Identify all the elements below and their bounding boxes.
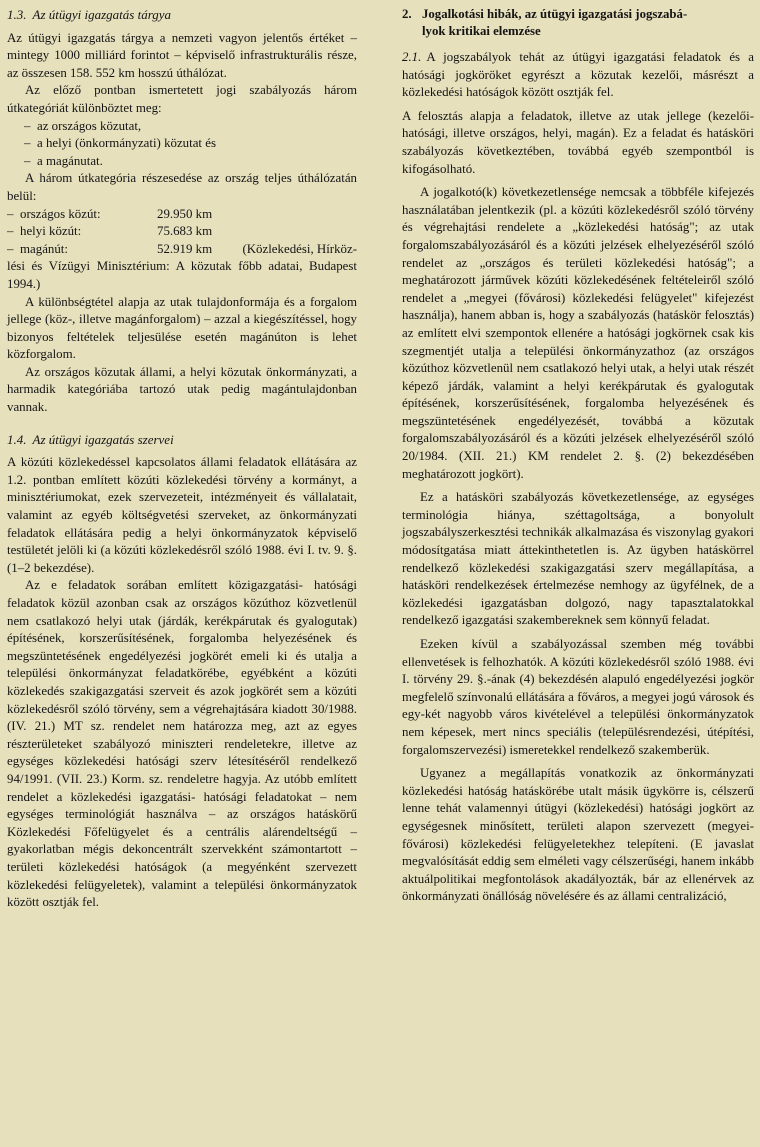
stat-extra: (Közlekedési, Hírköz-: [242, 241, 357, 256]
chapter-number: 2.: [402, 7, 412, 21]
section-number: 1.4.: [7, 431, 27, 447]
dash-marker: –: [7, 206, 14, 221]
dash-marker: –: [24, 153, 31, 168]
dash-marker: –: [7, 224, 14, 239]
list-item: [7, 153, 357, 171]
paragraph: A jogalkotó(k) következetlensége nemcsak a többféle kifejezés használatában jelentkezik (pl. a közúti közlekedésről szóló törvény és végrehajtási rendelete a „közlekedési hatóság"; az utak forgalomszabályozásáról és a közúti jelzések elhelyezéséről szóló rendelet az „országos és területi közlekedési hatóság"; a meghatározott járművek közúti közlekedésének feltételeiről szóló rendelet a „megyei (fővárosi) közlekedési felügyelet" kifejezést használja), hanem abban is, hogy a szabályozás (hatáskör felosztás) az említett elvi szempontok ellenére a hatósági jogkörnek csak kis szegmentjét utalja a települési önkormányzathoz (az országos közúthoz közvetlenül nem csatlakozó helyi utak, a helyi utak részét képező járdák, valamint a helyi kerékpárutak és gyalogutak építésének, korszerűsítésének, forgalomba helyezésének és megszüntetésének engedélyezését, továbbá a közutak forgalomszabályozásáról és a közúti jelzések elhelyezéséről szóló 20/1984. (XII. 21.) KM rendelet 2. §. (2) bekezdésében meghatározott jogkört).: [402, 185, 754, 481]
stat-label: – helyi közút:: [7, 223, 157, 241]
section-title: Az útügyi igazgatás tárgya: [32, 7, 172, 22]
stat-row: [7, 241, 357, 259]
dash-marker: –: [24, 136, 31, 151]
section-heading-1-3: [7, 6, 357, 24]
paragraph: Ugyanez a megállapítás vonatkozik az önkormányzati közlekedési hatóság hatáskörébe utalt másik ügykörre is, célszerű lenne tehát valamennyi útügyi (közlekedési) hatósági jogkört az egységesnek minősített, területi alapon szervezett (megyei- fővárosi) közlekedési felügyeletekhez telepíteni. (E javaslat megvalósítását eddig sem elméleti vagy célszerűségi, hanem inkább aktuálpolitikai megfontolások akadályozták, bár az ellenérvek az önkormányzati önállóság növelésére és az állami centralizáció,: [402, 766, 754, 904]
right-column: [402, 6, 754, 906]
paragraph: Az előző pontban ismertetett jogi szabályozás három útkategóriát különböztet meg:: [7, 83, 357, 115]
section-heading-1-4: [7, 431, 357, 449]
stat-row: [7, 223, 357, 241]
paragraph: A felosztás alapja a feladatok, illetve az utak jellege (kezelői-hatósági, illetve országos, helyi, magán). Ez a feladat és hatásköri szabályozás következtében, továbbá egyéb szempontból is kifogásolható.: [402, 108, 754, 176]
list-item-text: az országos közutat,: [37, 118, 142, 133]
paragraph: A különbségtétel alapja az utak tulajdonformája és a forgalom jellege (köz-, illetve magánforgalom) – azzal a kiegészítéssel, hogy bizonyos feltételek teljesülése esetén magánúton is lehet közforgalom.: [7, 294, 357, 362]
dash-marker: –: [7, 241, 14, 256]
list-item-text: a magánutat.: [37, 153, 103, 168]
stat-value: 52.919 km: [157, 241, 213, 256]
paragraph: Az e feladatok sorában említett közigazgatási- hatósági feladatok közül azonban csak az országos közúthoz közvetlenül nem csatlakozó helyi utak (járdák, kerékpárutak és gyalogutak) építésének, korszerűsítésének, forgalomba helyezésének és megszüntetésének engedélyezési jogkörét emeli ki és utalja a települési önkormányzat feladatkörébe, egyébként a közúti közlekedés szakigazgatási szerveit és azok jogkörét sem a közúti közlekedésről szóló törvény, sem a végrehajtására kiadott 30/1988. (IV. 21.) MT sz. rendelet nem határozza meg, azt az egyes részterületeket szabályozó miniszteri rendeletekre, illetve az egységes közlekedési hatósági szerv létesítéséről rendelkező 94/1991. (VII. 23.) Korm. sz. rendeletre hagyja. Az utóbb említett rendelet a közlekedési igazgatási- hatósági feladatokat – nem egységes terminológiát használva – az országos hatáskörű Közlekedési Főfelügyelet és a centrális alárendeltségű – gyakorlatban mégis dekoncentrált szervekként számontartott – területi közlekedési hatóságok (a megyénként szervezett közlekedési felügyeletek), valamint a települési önkormányzatok között osztják fel.: [7, 578, 357, 910]
section-number: 1.3.: [7, 7, 27, 22]
chapter-heading-2: [402, 6, 754, 39]
list-item: [7, 118, 357, 136]
stat-label: – országos közút:: [7, 206, 157, 224]
chapter-title-line1: Jogalkotási hibák, az útügyi igazgatási jogszabá-: [422, 7, 688, 21]
category-list: [7, 118, 357, 171]
stat-extra: [235, 223, 357, 241]
paragraph: Ezeken kívül a szabályozással szemben még további ellenvetések is felhozhatók. A közúti közlekedésről szóló 1988. évi I. törvény 29. §.-ának (4) bekezdésén alapuló engedélyezési jogkör megfelelő színvonalú ellátására a főváros, a megyei jogú városok és egy-két nagyobb város kivételével a települési önkormányzatok nem képesek, mert nincs speciális (településrendezési, útépítési, forgalomszervezési) ismeretekkel rendelkező szakemberük.: [402, 637, 754, 757]
paragraph: A közúti közlekedéssel kapcsolatos állami feladatok ellátására az 1.2. pontban említett közúti közlekedési törvény a kormányt, a minisztériumokat, ezek szervezeteit, intézményeit és vállalatait, valamint az egyéb költségvetési szerveket, az önkormányzati feladatok ellátására pedig a helyi önkormányzatok képviselő testületét jelöli ki (a közúti közlekedésről szóló 1988. évi I. tv. 9. §. (1–2 bekezdése).: [7, 455, 357, 575]
stat-value: 29.950 km: [157, 206, 213, 221]
paragraph: A három útkategória részesedése az ország teljes úthálózatán belül:: [7, 171, 357, 203]
paragraph-text: A jogszabályok tehát az útügyi igazgatási feladatok és a hatósági jogköröket egyrészt a közutak kezelői, másrészt a közlekedési hatóságok között osztják fel.: [402, 50, 754, 100]
paragraph: Ez a hatásköri szabályozás következetlensége, az egységes terminológia hiánya, széttagoltsága, a bonyolult jogszabályszerkesztési technikák alkalmazása és viszonylag gyakori módosítgatása miatt áttekinthetetlen is. Az ügyben hatáskörrel rendelkező közlekedési szakigazgatási szerv megállapítása, a hatásköri rendelkezések értelmezése nemhogy az ügyfélnek, de a közlekedési igazgatásban dolgozó, nagy tapasztalatokkal rendelkező igazgatási szakembereknek sem könnyű feladat.: [402, 490, 754, 628]
list-item: [7, 135, 357, 153]
paragraph: Az útügyi igazgatás tárgya a nemzeti vagyon jelentős értéket – mintegy 1000 milliárd forintot – képviselő infrastrukturális része, az összesen 158. 552 km hosszú úthálózat.: [7, 30, 357, 80]
stat-label: – magánút:: [7, 241, 157, 259]
left-column: [7, 6, 357, 912]
section-title: Az útügyi igazgatás szervei: [32, 431, 174, 447]
list-item-text: a helyi (önkormányzati) közutat és: [37, 136, 216, 151]
chapter-title-line2: lyok kritikai elemzése: [422, 23, 541, 38]
stat-value: 75.683 km: [157, 224, 213, 239]
paragraph: Az országos közutak állami, a helyi közutak önkormányzati, a harmadik kategóriába tartozó utak pedig magántulajdonban vannak.: [7, 364, 357, 415]
stat-extra: [235, 206, 357, 224]
paragraph: [402, 49, 754, 102]
stat-row: [7, 206, 357, 224]
section-number: 2.1.: [402, 50, 422, 64]
road-statistics: [7, 206, 357, 294]
dash-marker: –: [24, 118, 31, 133]
stat-source: lési és Vízügyi Minisztérium: A közutak főbb adatai, Budapest 1994.): [7, 259, 357, 291]
